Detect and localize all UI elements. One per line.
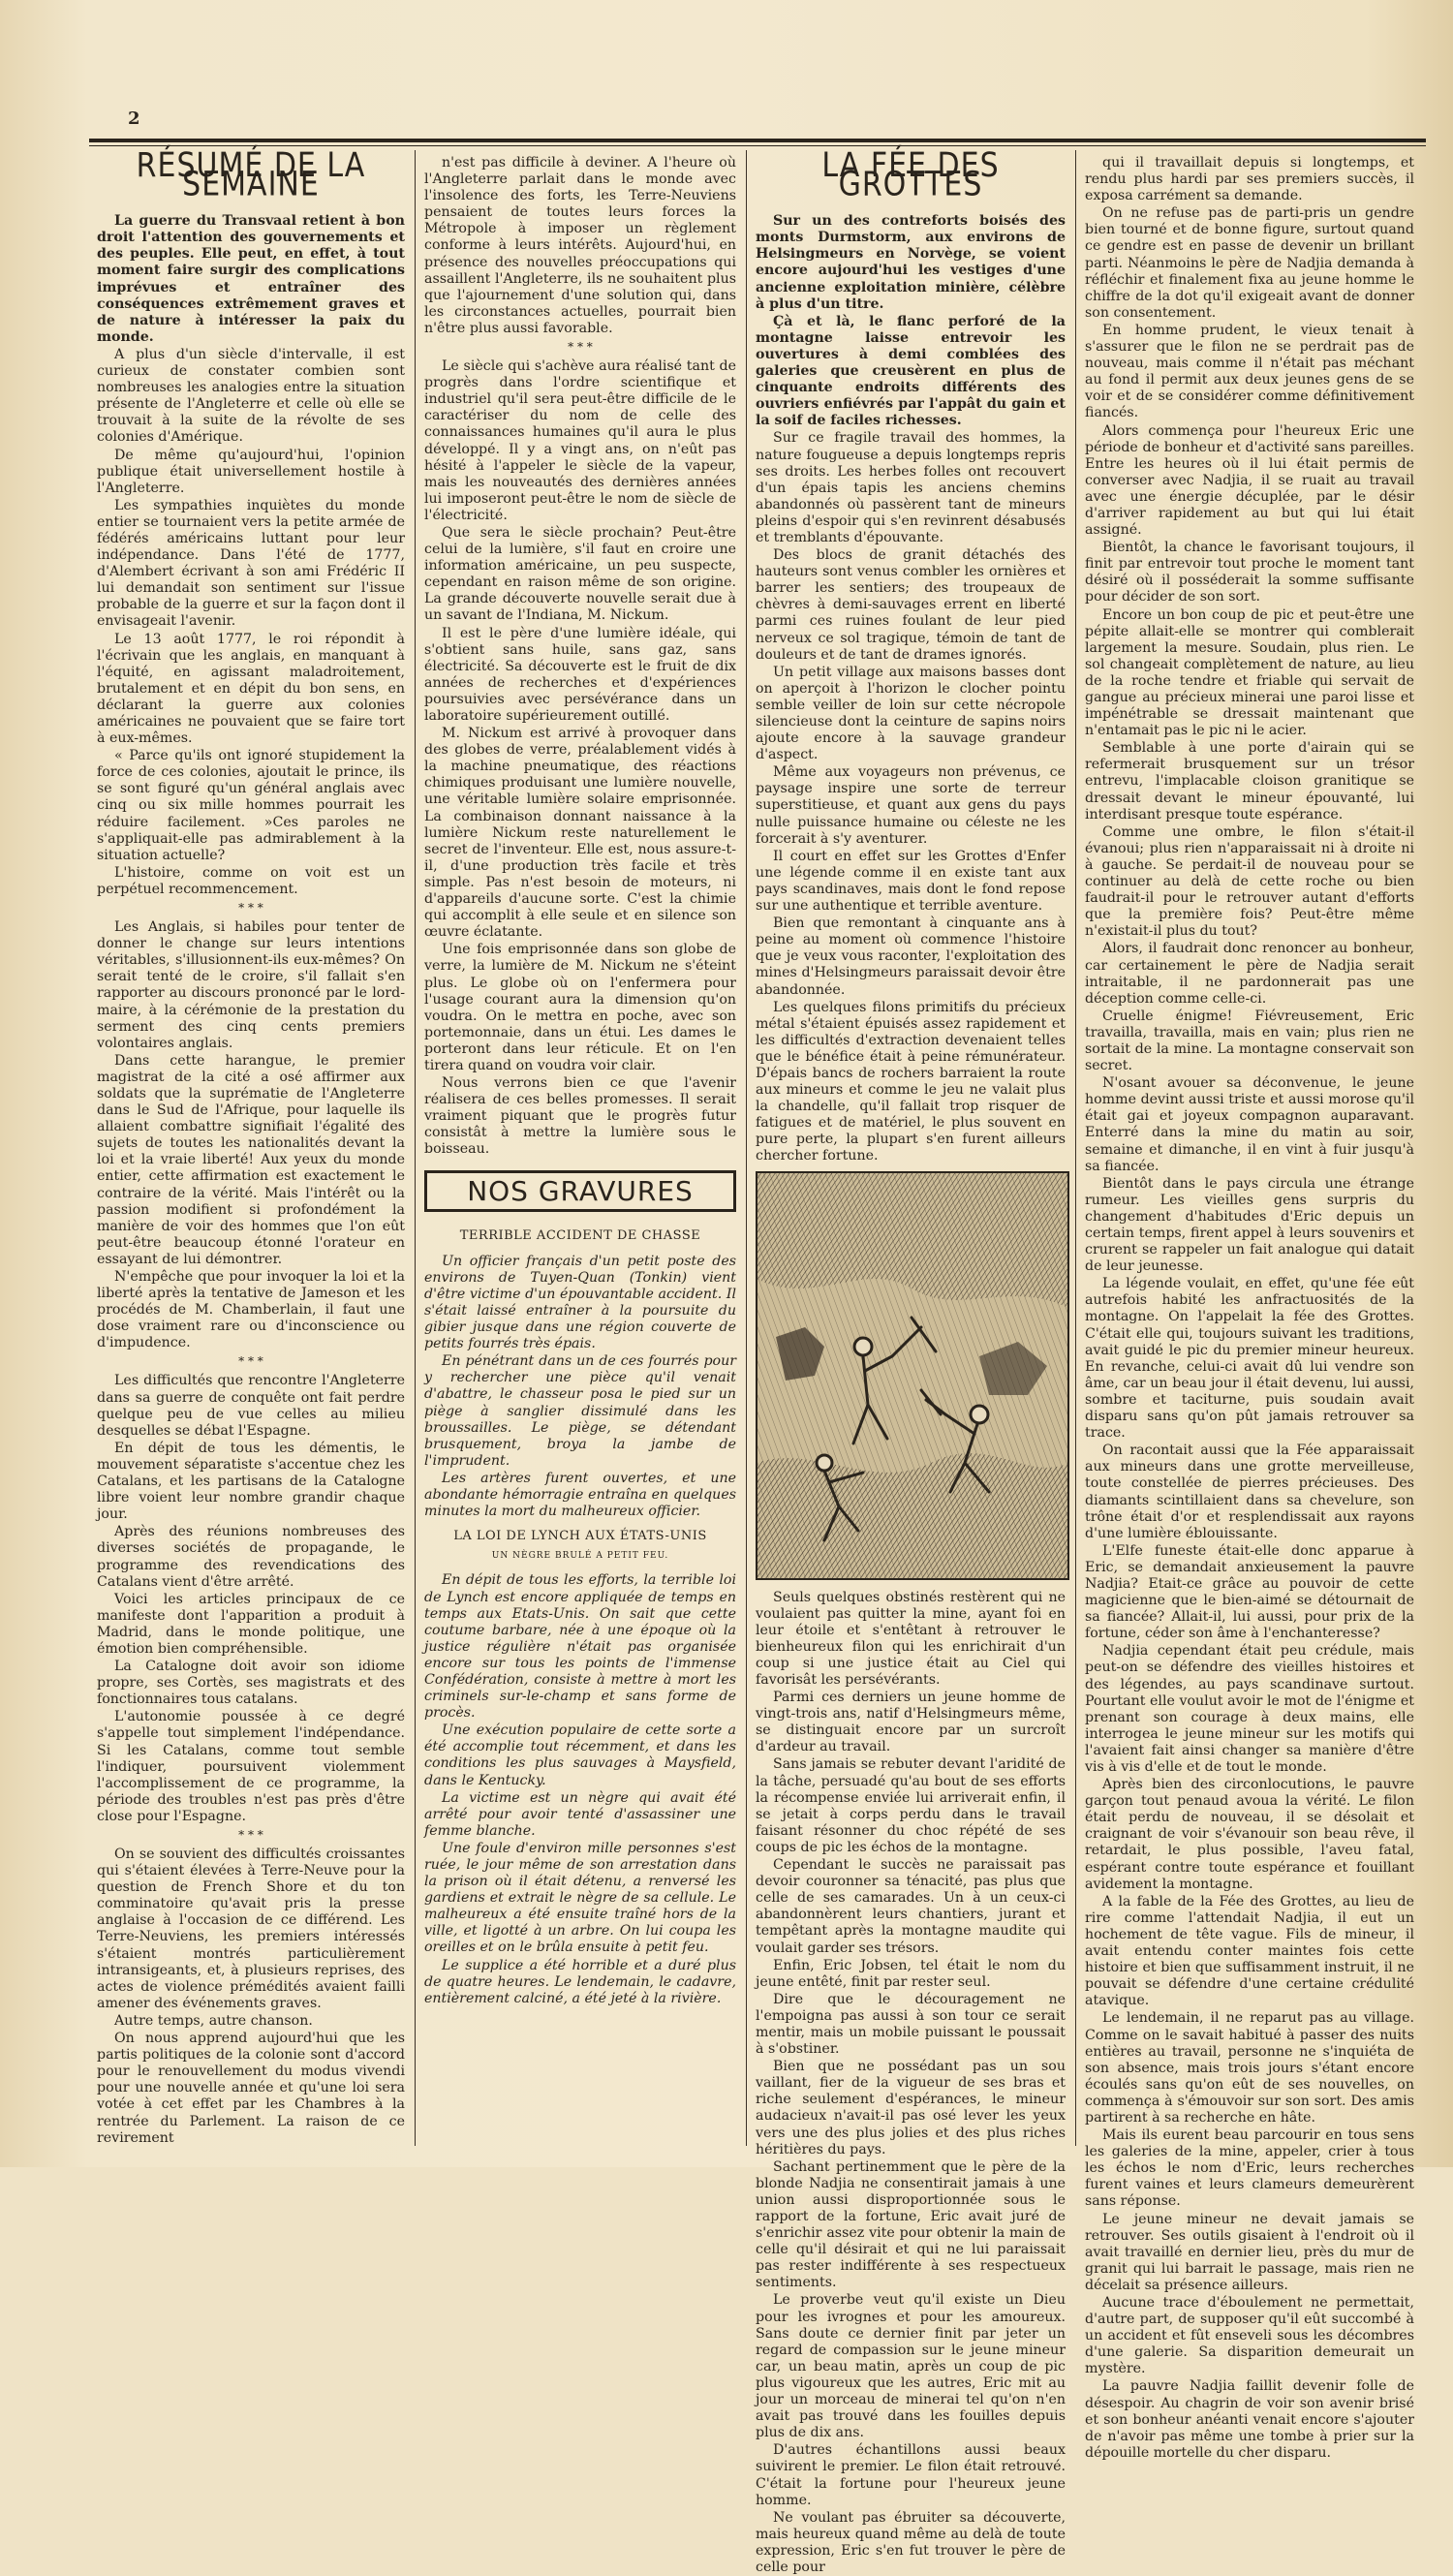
paragraph: Le supplice a été horrible et a duré plus de quatre heures. Le lendemain, le cadavre, entièrement calciné, a été jeté à la rivière.	[424, 1957, 736, 2006]
intro-bold	[97, 213, 405, 346]
paragraph: En dépit de tous les efforts, la terrible loi de Lynch est encore appliquée de temps en temps aux Etats-Unis. On sait que cette coutume barbare, née à une époque où la justice régulière n'était pas organisée encore sur tous les points de l'immense Confédération, consiste à mettre à mort les criminels sur-le-champ et sans forme de procès.	[424, 1572, 736, 1722]
paragraph: Le siècle qui s'achève aura réalisé tant de progrès dans l'ordre scientifique et industriel qu'il sera peut-être difficile de le caractériser du nom de celle des connaissances humaines qu'il aura le plus développé. Il y a vingt ans, on n'eût pas hésité à l'appeler le siècle de la vapeur, mais les nouveautés des dernières années lui imposeront peut-être le nom de siècle de l'électricité.	[424, 358, 736, 523]
column-2	[424, 155, 736, 2141]
paragraph: La guerre du Transvaal retient à bon droit l'attention des gouvernements et des peuples. Elle peut, en effet, à tout moment faire surgir des complications imprévues et entraîner des conséquences extrêmement graves et de nature à intéresser la paix du monde.	[97, 213, 405, 345]
paragraph: La légende voulait, en effet, qu'une fée eût autrefois habité les anfractuosités de la montagne. On l'appelait la fée des Grottes. C'était elle qui, toujours suivant les traditions, avait guidé le pic du premier mineur heureux. En revanche, celui-ci avait dû lui vendre son âme, car un beau jour il était devenu, lui aussi, sombre et taciturne, puis soudain avait disparu sans qu'on pût jamais retrouver sa trace.	[1085, 1276, 1414, 1442]
paragraph: D'autres échantillons aussi beaux suivirent le premier. Le filon était retrouvé. C'était la fortune pour l'heureux jeune homme.	[756, 2442, 1066, 2508]
header-rule	[89, 139, 1426, 142]
paragraph: Sur un des contreforts boisés des monts Durmstorm, aux environs de Helsingmeurs en Norvège, se voient encore aujourd'hui les vestiges d'une ancienne exploitation minière, célèbre à plus d'un titre.	[756, 213, 1066, 312]
intro-bold	[756, 213, 1066, 429]
paragraph: Cependant le succès ne paraissait pas devoir couronner sa ténacité, pas plus que celle de ses camarades. Un à un ceux-ci abandonnèrent leurs chantiers, jurant et tempêtant après la montagne maudite qui voulait garder ses trésors.	[756, 1857, 1066, 1956]
paragraph: On ne refuse pas de parti-pris un gendre bien tourné et de bonne figure, surtout quand ce gendre est en passe de devenir un brillant parti. Néanmoins le père de Nadjia demanda à réfléchir et finalement fixa au jeune homme le chiffre de la dot qu'il exigeait avant de donner son consentement.	[1085, 205, 1414, 321]
paragraph: Le jeune mineur ne devait jamais se retrouver. Ses outils gisaient à l'endroit où il avait travaillé en dernier lieu, près du mur de granit qui lui barrait le passage, mais rien ne décelait sa présence ailleurs.	[1085, 2211, 1414, 2293]
section-title-fee: LA FÉE DES GROTTES	[821, 146, 1000, 204]
paragraph: Bientôt, la chance le favorisant toujours, il finit par entrevoir tout proche le moment tant désiré où il posséderait la somme suffisante pour décider de son sort.	[1085, 540, 1414, 605]
paragraph: Après des réunions nombreuses des diverses sociétés de propagande, le programme des revendications des Catalans vient d'être arrêté.	[97, 1524, 405, 1590]
paragraph: Sachant pertinemment que le père de la blonde Nadjia ne consentirait jamais à une union aussi disproportionnée sous le rapport de la fortune, Eric avait juré de s'enrichir assez vite pour obtenir la main de celle qu'il désirait et qui ne lui paraissait pas rester indifférente à ses respectueux sentiments.	[756, 2158, 1066, 2291]
section-title-gravures: NOS GRAVURES	[424, 1170, 736, 1212]
paragraph: A plus d'un siècle d'intervalle, il est curieux de constater combien sont nombreuses les analogies entre la situation présente de l'Angleterre et celle où elle se trouvait à la suite de la révolte de ses colonies d'Amérique.	[97, 346, 405, 446]
paragraph: Une foule d'environ mille personnes s'est ruée, le jour même de son arrestation dans la prison où il était détenu, a renversé les gardiens et extrait le nègre de sa cellule. Le malheureux a été ensuite traîné hors de la ville, et ligotté à un arbre. On lui coupa les oreilles et on le brûla ensuite à petit feu.	[424, 1840, 736, 1956]
paragraph: N'osant avouer sa déconvenue, le jeune homme devint aussi triste et aussi morose qu'il était gai et joyeux compagnon auparavant. Enterré dans la mine du matin au soir, semaine et dimanche, il en vint à fuir jusqu'à sa fiancée.	[1085, 1075, 1414, 1174]
subheading-lynch: LA LOI DE LYNCH AUX ÉTATS-UNIS	[453, 1529, 707, 1544]
paragraph: La pauvre Nadjia faillit devenir folle de désespoir. Au chagrin de voir son avenir brisé et son bonheur anéanti venait encore s'ajouter de n'avoir pas même une tombe à prier sur la dépouille mortelle du cher disparu.	[1085, 2378, 1414, 2461]
paragraph: Aucune trace d'éboulement ne permettait, d'autre part, de supposer qu'il eût succombé à un accident et fût enseveli sous les décombres d'une galerie. Sa disparition demeurait un mystère.	[1085, 2295, 1414, 2377]
page-number: 2	[128, 109, 140, 129]
paragraph: Il est le père d'une lumière idéale, qui s'obtient sans huile, sans gaz, sans électricité. Sa découverte est le fruit de dix années de recherches et d'expériences poursuivies avec persévérance dans un laboratoire supérieurement outillé.	[424, 625, 736, 724]
paragraph: Les sympathies inquiètes du monde entier se tournaient vers la petite armée de fédérés américains luttant pour leur indépendance. Dans l'été de 1777, d'Alembert écrivant à son ami Frédéric II lui demandait son sentiment sur l'issue probable de la guerre et sur la façon dont il envisageait l'avenir.	[97, 497, 405, 630]
paragraph: N'empêche que pour invoquer la loi et la liberté après la tentative de Jameson et les procédés de M. Chamberlain, il faut une dose vraiment rare ou d'inconscience ou d'impudence.	[97, 1269, 405, 1351]
paragraph: On se souvient des difficultés croissantes qui s'étaient élevées à Terre-Neuve pour la question de French Shore et du ton comminatoire qu'avait pris la presse anglaise à l'occasion de ce différend. Les Terre-Neuviens, les premiers intéressés s'étaient montrés particulièrement intransigeants, et, à plusieurs reprises, des actes de violence prémédités avaient failli amener des événements graves.	[97, 1847, 405, 2011]
paragraph: Le 13 août 1777, le roi répondit à l'écrivain que les anglais, en manquant à l'équité, en agissant maladroitement, brutalement et en dépit du bon sens, en déclarant la guerre aux colonies américaines ne pouvaient que se faire tort à eux-mêmes.	[97, 631, 405, 747]
paragraph: Même aux voyageurs non prévenus, ce paysage inspire une sorte de terreur superstitieuse, et quant aux gens du pays nulle puissance humaine ou céleste ne les forcerait à s'y aventurer.	[756, 764, 1066, 847]
column-1	[97, 146, 405, 2146]
column-divider	[1075, 150, 1076, 2146]
separator-stars: * * *	[238, 1354, 263, 1369]
article-body	[424, 155, 736, 337]
paragraph: L'Elfe funeste était-elle donc apparue à Eric, se demandait anxieusement la pauvre Nadjia? Etait-ce grâce au pouvoir de cette magicienne que le bien-aimé se détournait de sa fiancée? Allait-il, lui aussi, pour prix de la fortune, céder son âme à l'enchanteresse?	[1085, 1542, 1414, 1642]
article-body	[424, 358, 736, 1159]
paragraph: Il court en effet sur les Grottes d'Enfer une légende comme il en existe tant aux pays scandinaves, mais dont le fond repose sur une authentique et terrible aventure.	[756, 848, 1066, 915]
paragraph: Le proverbe veut qu'il existe un Dieu pour les ivrognes et pour les amoureux. Sans doute ce dernier finit par jeter un regard de compassion sur le jeune mineur car, un beau matin, après un coup de pic plus vigoureux que les autres, Eric mit au jour un morceau de minerai tel qu'on n'en avait pas trouvé dans les fouilles depuis plus de dix ans.	[756, 2292, 1066, 2441]
paragraph: En pénétrant dans un de ces fourrés pour y rechercher une pièce qu'il venait d'abattre, le chasseur posa le pied sur un piège à sanglier dissimulé dans les broussailles. Le piège, se détendant brusquement, broya la jambe de l'imprudent.	[424, 1353, 736, 1469]
column-divider	[415, 150, 416, 2146]
paragraph: Une exécution populaire de cette sorte a été accomplie tout récemment, et dans les conditions les plus sauvages à Maysfield, dans le Kentucky.	[424, 1723, 736, 1788]
paragraph: Les difficultés que rencontre l'Angleterre dans sa guerre de conquête ont fait perdre quelque peu de vue celles au milieu desquelles se débat l'Espagne.	[97, 1373, 405, 1439]
paragraph: La Catalogne doit avoir son idiome propre, ses Cortès, ses magistrats et des fonctionnaires tous catalans.	[97, 1659, 405, 1708]
subheading-lynch-sub: UN NÈGRE BRULÉ A PETIT FEU.	[491, 1551, 669, 1562]
article-body	[97, 1373, 405, 1825]
engraving-miners-image	[756, 1171, 1069, 1580]
paragraph: L'autonomie poussée à ce degré s'appelle tout simplement l'indépendance. Si les Catalans, comme tout semble l'indiquer, poursuivent violemment l'accomplissement de ce programme, la période des troubles n'est pas près d'être close pour l'Espagne.	[97, 1709, 405, 1824]
paragraph: Parmi ces derniers un jeune homme de vingt-trois ans, natif d'Helsingmeurs même, se distinguait encore par un surcroît d'ardeur au travail.	[756, 1690, 1066, 1755]
paragraph: En homme prudent, le vieux tenait à s'assurer que le filon ne se perdrait pas de nouveau, mais comme il n'était pas méchant au fond il permit aux deux jeunes gens de se voir et de se considérer comme définitivement fiancés.	[1085, 322, 1414, 421]
paragraph: Bientôt dans le pays circula une étrange rumeur. Les vieilles gens surpris du changement d'habitudes d'Eric depuis un certain temps, firent appel à leurs souvenirs et crurent se rappeler un fait analogue qui datait de leur jeunesse.	[1085, 1175, 1414, 1275]
paragraph: Les artères furent ouvertes, et une abondante hémorragie entraîna en quelques minutes la mort du malheureux officier.	[424, 1470, 736, 1520]
article-body	[756, 1590, 1066, 2576]
paragraph: Çà et là, le flanc perforé de la montagne laisse entrevoir les ouvertures à demi comblées des galeries que creusèrent en plus de cinquante endroits différents des ouvriers enfiévrés par l'appât du gain et la soif de faciles richesses.	[756, 313, 1066, 429]
paragraph: Le lendemain, il ne reparut pas au village. Comme on le savait habitué à passer des nuits entières au travail, personne ne s'inquiéta de son absence, mais trois jours s'étant encore écoulés sans qu'on eût de ses nouvelles, on commença à s'émouvoir sur son sort. Des amis partirent à sa recherche en hâte.	[1085, 2010, 1414, 2126]
paragraph: En dépit de tous les démentis, le mouvement séparatiste s'accentue chez les Catalans, et les partisans de la Catalogne libre voient leur nombre grandir chaque jour.	[97, 1440, 405, 1523]
paragraph: Autre temps, autre chanson.	[114, 2012, 313, 2029]
article-body	[756, 430, 1066, 1164]
paragraph: Nadjia cependant était peu crédule, mais peut-on se défendre des vieilles histoires et des légendes, au pays scandinave surtout. Pourtant elle voulut avoir le mot de l'énigme et prenant son courage à deux mains, elle interrogea le jeune mineur sur les motifs qui l'avaient fait ainsi changer sa manière d'être vis à vis d'elle et de tout le monde.	[1085, 1643, 1414, 1775]
paragraph: La victime est un nègre qui avait été arrêté pour avoir tenté d'assassiner une femme blanche.	[424, 1789, 736, 1839]
paragraph: Une fois emprisonnée dans son globe de verre, la lumière de M. Nickum ne s'éteint plus. Le globe où on l'enfermera pour l'usage courant aura la dimension qu'on voudra. On le mettra en poche, avec son portemonnaie, dans un étui. Les dames le porteront dans leur réticule. Et on l'en tirera quand on voudra voir clair.	[424, 942, 736, 1073]
paragraph: On nous apprend aujourd'hui que les partis politiques de la colonie sont d'accord pour le renouvellement du modus vivendi pour une nouvelle année et qu'une loi sera votée à cet effet par les Chambres à la rentrée du Parlement. La raison de ce revirement	[97, 2031, 405, 2146]
engraving-illustration	[757, 1172, 1068, 1579]
paragraph: « Parce qu'ils ont ignoré stupidement la force de ces colonies, ajoutait le prince, ils se sont figuré qu'un général anglais avec cinq ou six mille hommes pourrait les réduire facilement. »Ces paroles ne s'appliquait-elle pas admirablement à la situation actuelle?	[97, 748, 405, 863]
paragraph: Que sera le siècle prochain? Peut-être celui de la lumière, s'il faut en croire une information américaine, un peu suspecte, cependant en raison même de son origine. La grande découverte nouvelle serait due à un savant de l'Indiana, M. Nickum.	[424, 524, 736, 624]
paragraph: Un petit village aux maisons basses dont on aperçoit à l'horizon le clocher pointu semble veiller de loin sur cette nécropole silencieuse dont la ceinture de sapins noirs ajoute encore à la sauvage grandeur d'aspect.	[756, 664, 1066, 763]
column-4	[1085, 155, 1414, 2461]
paragraph: A la fable de la Fée des Grottes, au lieu de rire comme l'attendait Nadjia, il eut un hochement de tête vague. Fils de mineur, il avait entendu conter maintes fois cette histoire et bien que suffisamment instruit, il ne pouvait se défendre d'une certaine crédulité atavique.	[1085, 1893, 1414, 2009]
separator-stars: * * *	[238, 901, 263, 916]
article-body	[424, 1572, 736, 2006]
paragraph: Seuls quelques obstinés restèrent qui ne voulaient pas quitter la mine, ayant foi en leur étoile et s'entêtant à retrouver le bienheureux filon qui les enrichirait d'un coup si une justice était au Ciel qui favorisât les persévérants.	[756, 1589, 1066, 1688]
paragraph: Un officier français d'un petit poste des environs de Tuyen-Quan (Tonkin) vient d'être victime d'un épouvantable accident. Il s'était laissé entraîner à la poursuite du gibier jusque dans une région couverte de petits fourrés très épais.	[424, 1253, 736, 1352]
section-title-resume: RÉSUMÉ DE LA SEMAINE	[136, 146, 366, 204]
article-body	[97, 1847, 405, 2147]
paragraph: Encore un bon coup de pic et peut-être une pépite allait-elle se montrer qui comblerait largement la mesure. Soudain, plus rien. Le sol changeait complètement de nature, au lieu de la roche tendre et friable qui servait de gangue au précieux minerai une paroi lisse et impénétrable se dressait maintenant que n'entamait pas le pic ni le acier.	[1085, 606, 1414, 739]
article-body	[97, 347, 405, 898]
paragraph: Les Anglais, si habiles pour tenter de donner le change sur leurs intentions véritables, s'illusionnent-ils eux-mêmes? On serait tenté de le croire, s'il fallait s'en rapporter au discours prononcé par le lord-maire, à la cérémonie de la prestation du serment des cinq cents premiers volontaires anglais.	[97, 919, 405, 1051]
separator-stars: * * *	[568, 340, 593, 355]
paragraph: Des blocs de granit détachés des hauteurs sont venus combler les ornières et barrer les sentiers; des troupeaux de chèvres à demi-sauvages errent en liberté parmi ces ruines foulant de leur pied nerveux ce sol tragique, témoin de tant de douleurs et de tant de drames ignorés.	[756, 547, 1066, 663]
subheading-accident: TERRIBLE ACCIDENT DE CHASSE	[459, 1227, 701, 1243]
paragraph: Les quelques filons primitifs du précieux métal s'étaient épuisés assez rapidement et les difficultés d'extraction devenaient telles que le bénéfice était à peine rémunérateur. D'épais bancs de rochers barraient la route aux mineurs et comme le jeu ne valait plus la chandelle, qu'il fallait trop risquer de fatigues et de matériel, le plus souvent en pure perte, la plupart s'en furent ailleurs chercher fortune.	[756, 999, 1066, 1164]
paragraph: Sans jamais se rebuter devant l'aridité de la tâche, persuadé qu'au bout de ses efforts la récompense enviée lui arriverait enfin, il se jetait à corps perdu dans le travail faisant résonner du choc répété de ses coups de pic les échos de la montagne.	[756, 1756, 1066, 1855]
column-3	[756, 146, 1066, 2575]
paragraph: Dire que le découragement ne l'empoigna pas aussi à son tour ce serait mentir, mais un mobile puissant le poussait à s'obstiner.	[756, 1991, 1066, 2058]
paragraph: Enfin, Eric Jobsen, tel était le nom du jeune entêté, finit par rester seul.	[756, 1957, 1066, 1990]
paragraph: Sur ce fragile travail des hommes, la nature fougueuse a depuis longtemps repris ses droits. Les herbes folles ont recouvert d'un épais tapis les anciens chemins abandonnés où passèrent tant de mineurs pleins d'espoir qui s'en revinrent désabusés et tremblants d'épouvante.	[756, 430, 1066, 545]
paragraph: L'histoire, comme on voit est un perpétuel recommencement.	[97, 864, 405, 897]
paragraph: Nous verrons bien ce que l'avenir réalisera de ces belles promesses. Il serait vraiment piquant que le progrès futur consistât à mettre la lumière sous le boisseau.	[424, 1075, 736, 1158]
column-divider	[746, 150, 747, 2146]
paragraph: Après bien des circonlocutions, le pauvre garçon tout penaud avoua la vérité. Le filon était perdu de nouveau, il se désolait et craignant de voir s'évanouir son beau rêve, il retardait, le plus possible, l'aveu fatal, espérant contre toute espérance et fouillant avidement la montagne.	[1085, 1777, 1414, 1892]
article-body	[97, 919, 405, 1351]
article-body	[1085, 155, 1414, 2462]
paragraph: Alors commença pour l'heureux Eric une période de bonheur et d'activité sans pareilles. Entre les heures où il lui était permis de converser avec Nadjia, il se ruait au travail avec une énergie décuplée, par le désir d'arriver rapidement au but qui lui était assigné.	[1085, 422, 1414, 539]
separator-stars: * * *	[238, 1828, 263, 1842]
paragraph: Mais ils eurent beau parcourir en tous sens les galeries de la mine, appeler, crier à tous les échos le nom d'Eric, leurs recherches furent vaines et leurs clameurs demeurèrent sans réponse.	[1085, 2127, 1414, 2210]
paragraph: Alors, il faudrait donc renoncer au bonheur, car certainement le père de Nadjia serait intraitable, il ne pardonnerait pas une déception comme celle-ci.	[1085, 941, 1414, 1007]
paragraph: On racontait aussi que la Fée apparaissait aux mineurs dans une grotte merveilleuse, toute constellée de pierres précieuses. Des diamants scintillaient dans sa chevelure, son trône était d'or et resplendissait aux rayons d'une lumière éblouissante.	[1085, 1443, 1414, 1541]
paragraph: Dans cette harangue, le premier magistrat de la cité a osé affirmer aux soldats que la suprématie de l'Angleterre dans le Sud de l'Afrique, pour laquelle ils allaient combattre signifiait l'égalité des sujets de toutes les nationalités devant la loi et la vraie liberté! Aux yeux du monde entier, cette affirmation est exactement le contraire de la vérité. Mais l'intérêt ou la passion modifient si profondément la manière de voir des hommes que l'on eût peut-être beaucoup étonné l'orateur en essayant de lui démontrer.	[97, 1052, 405, 1267]
paragraph: De même qu'aujourd'hui, l'opinion publique était universellement hostile à l'Angleterre.	[97, 447, 405, 496]
paragraph: Ne voulant pas ébruiter sa découverte, mais heureux quand même au delà de toute expression, Eric s'en fut trouver le père de celle pour	[756, 2509, 1066, 2575]
article-body	[424, 1254, 736, 1521]
paragraph: Comme une ombre, le filon s'était-il évanoui; plus rien n'apparaissait ni à droite ni à gauche. Se perdait-il de nouveau pour se continuer au delà de cette roche ou bien faudrait-il pour le retrouver autant d'efforts que la première fois? Peut-être même n'existait-il plus du tout?	[1085, 823, 1414, 940]
paragraph: n'est pas difficile à deviner. A l'heure où l'Angleterre parlait dans le monde avec l'insolence des forts, les Terre-Neuviens pensaient de toutes leurs forces la Métropole à imposer un règlement conforme à leurs intérêts. Aujourd'hui, en présence des nouvelles préoccupations qui assaillent l'Angleterre, ils ne souhaitent plus que l'ajournement d'une solution qui, dans les circonstances actuelles, pourrait bien n'être plus aussi favorable.	[424, 155, 736, 336]
paragraph: Bien que remontant à cinquante ans à peine au moment où commence l'histoire que je veux vous raconter, l'exploitation des mines d'Helsingmeurs paraissait devoir être abandonnée.	[756, 916, 1066, 998]
paragraph: Voici les articles principaux de ce manifeste dont l'apparition a produit à Madrid, dans le monde politique, une émotion bien compréhensible.	[97, 1591, 405, 1657]
paragraph: Semblable à une porte d'airain qui se refermerait brusquement sur un trésor entrevu, l'implacable cloison granitique se dressait devant le mineur épouvanté, lui interdisant presque toute espérance.	[1085, 740, 1414, 822]
paragraph: Cruelle énigme! Fiévreusement, Eric travailla, travailla, mais en vain; plus rien ne sortait de la mine. La montagne conservait son secret.	[1085, 1008, 1414, 1074]
paragraph: Bien que ne possédant pas un sou vaillant, fier de la vigueur de ses bras et riche seulement d'espérances, le mineur audacieux n'avait-il pas osé lever les yeux vers une des plus jolies et des plus riches héritières du pays.	[756, 2059, 1066, 2157]
paragraph: M. Nickum est arrivé à provoquer dans des globes de verre, préalablement vidés à la machine pneumatique, des réactions chimiques produisant une lumière nouvelle, une véritable lumière solaire emprisonnée. La combinaison donnant naissance à la lumière Nickum reste naturellement le secret de l'inventeur. Elle est, nous assure-t-il, d'une production très facile et très simple. Pas n'est besoin de moteurs, ni d'appareils d'aucune sorte. C'est la chimie qui accomplit à elle seule et en silence son œuvre éclatante.	[424, 726, 736, 941]
paragraph: qui il travaillait depuis si longtemps, et rendu plus hardi par ses premiers succès, il exposa carrément sa demande.	[1085, 155, 1414, 204]
